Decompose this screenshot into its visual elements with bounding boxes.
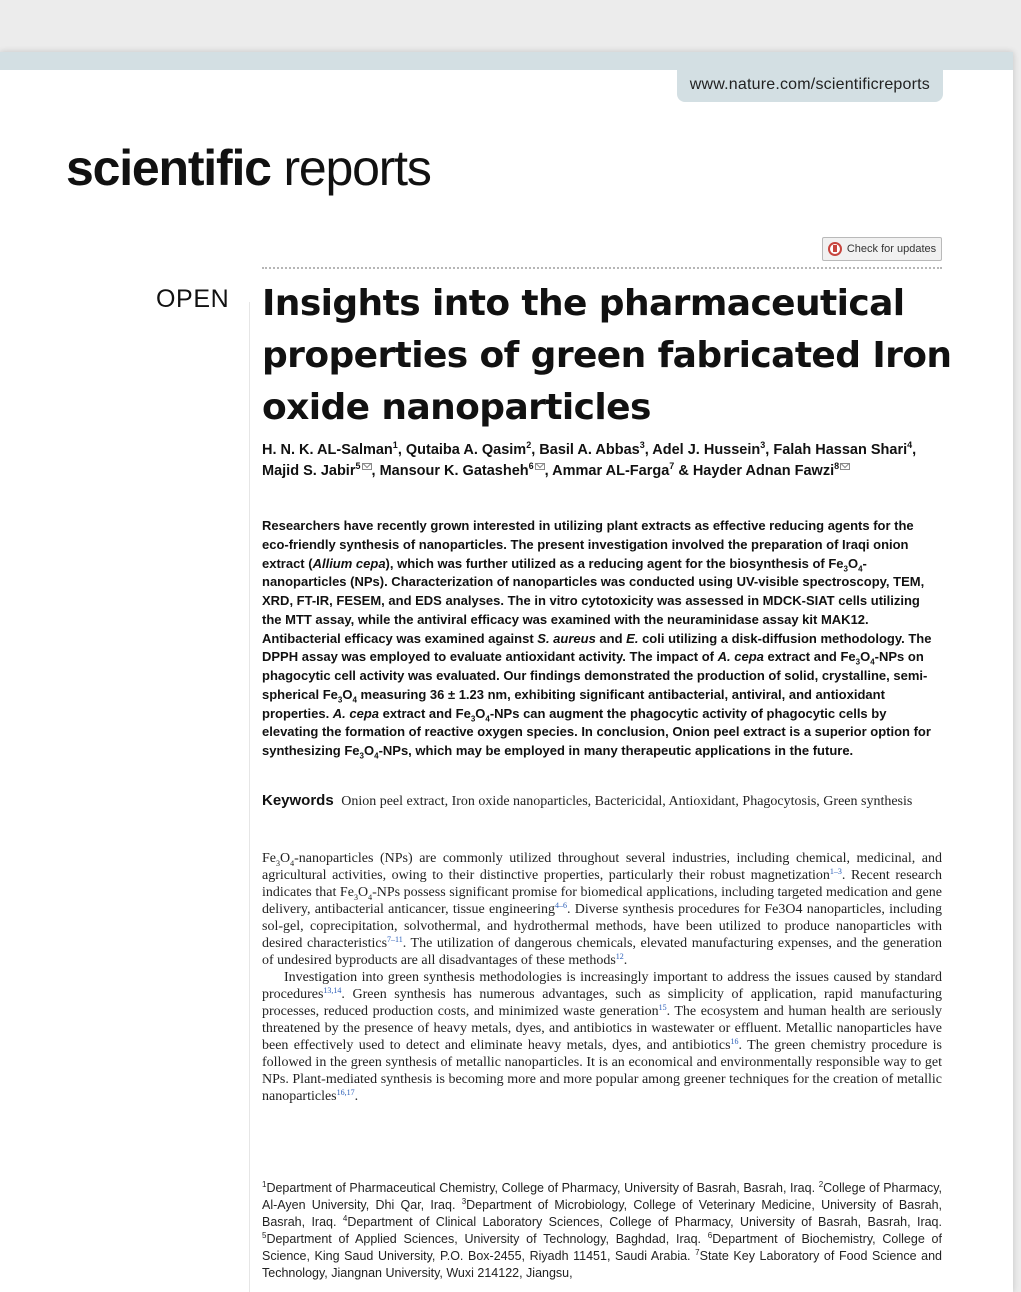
author-affiliation-number: 1	[392, 440, 398, 451]
text-run: extract and Fe	[379, 705, 471, 721]
author-name[interactable]: Hayder Adnan Fawzi	[692, 462, 835, 479]
text-run: .	[623, 953, 628, 968]
author-affiliation-number: 7	[669, 460, 675, 471]
text-run: O	[847, 555, 859, 571]
text-run: -nanoparticles (NPs). Characterization of nanoparticles was conducted using UV-visible spectroscopy, TEM, XRD, FT-IR, FESEM, and EDS analyses. The in vitro cytotoxicity was assessed in MDCK-SIAT cells utilizing the MTT assay, while the antiviral efficacy was examined with the neuraminidase assay kit MAK12. Antibacterial efficacy was examined against	[262, 555, 925, 646]
affiliations	[262, 1180, 942, 1282]
text-run: extract and Fe	[763, 649, 856, 665]
subscript: 3	[843, 564, 848, 574]
check-for-updates-label: Check for updates	[846, 243, 937, 255]
journal-logo-light: reports	[283, 140, 431, 196]
subscript: 4	[870, 657, 875, 667]
subscript: 3	[337, 695, 343, 705]
text-run: . The utilization of dangerous chemicals, elevated manufacturing expenses, and the generation of undesired byproducts are all disadvantages of these methods	[262, 936, 942, 968]
subscript: 4	[368, 892, 373, 902]
keywords-text: Onion peel extract, Iron oxide nanoparticles, Bactericidal, Antioxidant, Phagocytosis, Green synthesis	[341, 794, 913, 809]
header-divider	[262, 267, 942, 269]
subscript: 4	[858, 564, 863, 574]
subscript: 3	[470, 714, 476, 724]
text-run: -NPs possess significant promise for biomedical applications, including targeted medication and gene delivery, antibacterial anticancer, tissue engineering	[262, 885, 942, 917]
text-run: -NPs, which may be employed in many therapeutic applications in the future.	[378, 743, 854, 758]
author-name[interactable]: Mansour K. Gatasheh	[379, 462, 529, 479]
text-run: . The ecosystem and human health are seriously threatened by the presence of heavy metals, dyes, and antibiotics in wastewater or effluent. Metallic nanoparticles have been effectively used to detect and eliminate heavy metals, dyes, and antibiotics	[262, 1004, 942, 1053]
text-run: O	[280, 851, 291, 866]
author-separator: ,	[912, 442, 917, 458]
article-page	[0, 52, 1013, 1292]
author-affiliation-number: 4	[907, 440, 913, 451]
text-run: O	[342, 686, 353, 702]
affiliation-number: 1	[262, 1179, 267, 1189]
email-icon[interactable]	[840, 463, 850, 470]
italic-text: A. cepa	[717, 649, 764, 665]
article-title: Insights into the pharmaceutical properties of green fabricated Iron oxide nanoparticles	[262, 283, 952, 428]
author-name[interactable]: Basil A. Abbas	[539, 442, 640, 458]
author-name[interactable]: Qutaiba A. Qasim	[405, 442, 527, 458]
email-icon[interactable]	[535, 463, 545, 470]
author-separator: ,	[371, 462, 380, 479]
author-affiliation-number: 5	[355, 460, 361, 471]
text-run: . Diverse synthesis procedures for Fe3O4 nanoparticles, including sol-gel, coprecipitation, solvothermal, and hydrothermal methods, have been utilized to produce nanoparticles with desired characteristics	[262, 902, 942, 951]
text-run: -nanoparticles (NPs) are commonly utilized throughout several industries, including chemical, medicinal, and agricultural activities, owing to their distinctive properties, particularly their robust magnetization	[262, 851, 942, 883]
subscript: 4	[290, 858, 295, 868]
reference-link[interactable]: 1–3	[829, 867, 842, 876]
italic-text: Allium cepa	[312, 555, 386, 571]
subscript: 3	[855, 657, 861, 667]
italic-text: S. aureus	[537, 630, 596, 646]
affiliation-number: 3	[461, 1196, 467, 1206]
author-name[interactable]: Falah Hassan Shari	[773, 442, 908, 458]
italic-text: E.	[626, 630, 639, 646]
reference-link[interactable]: 16,17	[336, 1088, 355, 1097]
author-separator: ,	[765, 442, 774, 458]
text-run: O	[363, 743, 375, 758]
check-for-updates-button[interactable]	[822, 237, 942, 261]
text-run: . Green synthesis has numerous advantages, such as simplicity of application, rapid manufacturing processes, reduced production costs, and minimized waste generation	[262, 987, 942, 1019]
text-run: coli utilizing a disk-diffusion methodology. The DPPH assay was employed to evaluate antioxidant activity. The impact of	[262, 630, 932, 665]
subscript: 3	[276, 858, 280, 868]
author-separator: ,	[644, 442, 653, 458]
affiliation-text: Department of Pharmaceutical Chemistry, College of Pharmacy, University of Basrah, Basrah, Iraq.	[266, 1181, 819, 1195]
body-paragraph	[262, 850, 942, 969]
reference-link[interactable]: 7–11	[387, 935, 403, 944]
text-run: .	[354, 1089, 359, 1104]
text-run: and	[595, 630, 627, 646]
author-affiliation-number: 3	[760, 440, 766, 451]
author-affiliation-number: 2	[526, 440, 532, 451]
author-name[interactable]: Adel J. Hussein	[652, 442, 761, 458]
text-run: O	[860, 649, 871, 665]
text-run: -NPs on phagocytic cell activity was evaluated. Our findings demonstrated the production of solid, crystalline, semi-spherical Fe	[262, 649, 928, 702]
author-list	[262, 440, 942, 481]
affiliation-text: College of Pharmacy, Al-Ayen University, Dhi Qar, Iraq.	[262, 1181, 943, 1212]
text-run: Researchers have recently grown interested in utilizing plant extracts as effective reducing agents for the eco-friendly synthesis of nanoparticles. The present investigation involved the preparation of Iraqi onion extract (	[262, 518, 914, 571]
bookmark-check-icon	[828, 242, 842, 256]
email-icon[interactable]	[362, 463, 372, 470]
text-run: O	[357, 885, 369, 900]
text-run: measuring 36 ± 1.23 nm, exhibiting significant antibacterial, antiviral, and antioxidant properties.	[262, 686, 885, 721]
affiliation-number: 7	[695, 1247, 700, 1257]
affiliation-text: State Key Laboratory of Food Science and Technology, Jiangnan University, Wuxi 214122, Jiangsu,	[262, 1249, 942, 1280]
open-access-label: OPEN	[156, 285, 230, 313]
keywords-block	[262, 791, 942, 811]
author-separator: ,	[397, 442, 406, 458]
journal-logo-strong: scientific	[66, 140, 271, 196]
italic-text: A. cepa	[332, 705, 380, 721]
abstract	[262, 517, 942, 761]
journal-url-link[interactable]: www.nature.com/scientificreports	[677, 70, 943, 102]
body-text	[262, 850, 942, 1105]
subscript: 4	[374, 751, 379, 761]
text-run: -NPs can augment the phagocytic activity of phagocytic cells by elevating the formation of reactive oxygen species. In conclusion, Onion peel extract is a superior option for synthesizing Fe	[262, 705, 931, 758]
author-name[interactable]: Ammar AL-Farga	[552, 462, 670, 479]
affiliation-text: Department of Applied Sciences, University of Technology, Baghdad, Iraq.	[266, 1232, 708, 1246]
text-run: O	[475, 705, 486, 721]
column-divider	[249, 302, 250, 1292]
reference-link[interactable]: 15	[658, 1003, 667, 1012]
reference-link[interactable]: 13,14	[323, 986, 342, 995]
text-run: . Recent research indicates that Fe	[262, 868, 942, 900]
text-run: Fe	[262, 851, 276, 866]
journal-logo[interactable]	[66, 140, 431, 196]
text-run: Investigation into green synthesis methodologies is increasingly important to address the issues caused by standard procedures	[262, 970, 942, 1002]
author-name[interactable]: H. N. K. AL-Salman	[262, 442, 393, 458]
reference-link[interactable]: 4–6	[555, 901, 568, 910]
author-name[interactable]: Majid S. Jabir	[262, 462, 356, 479]
keywords-label: Keywords	[262, 792, 334, 809]
body-paragraph	[262, 969, 942, 1105]
text-run: . The green chemistry procedure is followed in the green synthesis of metallic nanoparticles. It is an economical and environmentally responsible way to get NPs. Plant-mediated synthesis is becoming more and more popular among greener techniques for the creation of metallic nanoparticles	[262, 1038, 942, 1104]
author-affiliation-number: 3	[639, 440, 645, 451]
text-run: ), which was further utilized as a reducing agent for the biosynthesis of Fe	[385, 555, 844, 571]
author-separator: ,	[544, 462, 553, 479]
author-affiliation-number: 8	[834, 460, 840, 471]
author-separator: &	[674, 462, 693, 479]
header-bar	[0, 52, 1013, 70]
subscript: 3	[353, 892, 358, 902]
affiliation-number: 4	[342, 1213, 348, 1223]
author-separator: ,	[531, 442, 540, 458]
affiliation-number: 6	[707, 1230, 713, 1240]
reference-link[interactable]: 16	[730, 1037, 739, 1046]
author-affiliation-number: 6	[528, 460, 534, 471]
reference-link[interactable]: 12	[615, 952, 624, 961]
affiliation-number: 2	[818, 1179, 824, 1189]
subscript: 4	[485, 714, 490, 724]
affiliation-text: Department of Biochemistry, College of Science, King Saud University, P.O. Box-2455, Riyadh 11451, Saudi Arabia.	[262, 1232, 942, 1263]
subscript: 4	[352, 695, 357, 705]
subscript: 3	[359, 751, 364, 761]
affiliation-number: 5	[262, 1230, 267, 1240]
affiliation-text: Department of Microbiology, College of Veterinary Medicine, University of Basrah, Basrah, Iraq.	[262, 1198, 942, 1229]
affiliation-text: Department of Clinical Laboratory Sciences, College of Pharmacy, University of Basrah, Basrah, Iraq.	[347, 1215, 942, 1229]
